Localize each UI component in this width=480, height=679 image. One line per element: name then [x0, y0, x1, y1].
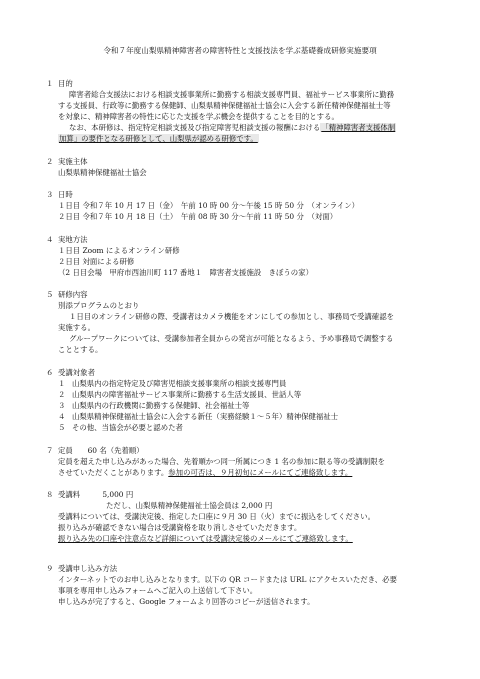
section-purpose [46, 78, 450, 144]
text-run: させていただくことがあります。 [58, 468, 169, 477]
list-item [58, 389, 450, 400]
item-text: 山梨県精神保健福祉士協会に入会する新任（実務経験１～５年）精神保健福祉士 [72, 412, 339, 421]
section-title: 受講申し込み方法 [58, 564, 118, 573]
text-line: する支援員、行政等に勤務する保健師、山梨県精神保健福祉士協会に入会する新任精神保健福祉士等 [58, 101, 391, 110]
section-heading [46, 367, 450, 378]
text-line: こととする。 [58, 345, 103, 354]
application-confirmation: 申し込みが完了すると、Google フォームより回答のコピーが送信されます。 [58, 597, 315, 606]
method-day-2: ２日目 対面による研修 [58, 257, 135, 266]
section-eligibility [46, 367, 450, 433]
organizer-name: 山梨県精神保健福祉士協会 [58, 168, 147, 177]
section-heading [46, 445, 450, 456]
item-text: 山梨県内の障害福祉サービス事業所に勤務する生活支援員、世話人等 [72, 390, 302, 399]
venue-line: （2 日目会場 甲府市西油川町 117 番地１ 障害者支援施設 きぼうの家） [58, 268, 313, 277]
section-number: ９ [46, 564, 54, 573]
section-title: 定員 60 名（先着順） [58, 446, 144, 455]
text-line: １日目のオンライン研修の際、受講者はカメラ機能をオンにしての参加とし、事務局で受講確認を [69, 312, 394, 321]
section-title: 実地方法 [58, 235, 88, 244]
program-reference: 別添プログラムのとおり [58, 301, 140, 310]
highlighted-requirement: 加算」の要件となる研修として、山梨県が認める研修です。 [59, 134, 258, 143]
section-number: ６ [46, 368, 54, 377]
eligibility-list [58, 378, 450, 433]
item-text: その他、当協会が必要と認めた者 [72, 423, 183, 432]
list-item [58, 411, 450, 422]
capacity-note-2 [58, 467, 450, 478]
section-schedule [46, 189, 450, 222]
section-heading [46, 489, 450, 500]
section-heading [46, 563, 450, 574]
section-method [46, 234, 450, 278]
text-line: を対象に、精神障害者の特性に応じた支援を学ぶ機会を提供することを目的とする。 [58, 112, 339, 121]
section-title: 目的 [58, 79, 73, 88]
method-day-1: １日目 Zoom によるオンライン研修 [58, 246, 180, 255]
payment-details-notice: 振り込み先の口座や注意点など詳細については受講決定後のメールにてご連絡致します。 [58, 534, 353, 543]
schedule-day-1: １日目 令和７年 10 月 17 日（金） 午前 10 時 00 分～午後 15 時 50 分 （オンライン） [58, 201, 360, 210]
section-number: ５ [46, 290, 54, 299]
text-line: グループワークについては、受講参加者全員からの発言が可能となるよう、予め事務局で調整する [69, 334, 394, 343]
section-title: 実施主体 [58, 157, 88, 166]
text-line [58, 122, 450, 133]
section-heading [46, 289, 450, 300]
section-heading [46, 189, 450, 200]
online-note [58, 311, 450, 333]
payment-warning: 振り込みが確認できない場合は受講資格を取り消しさせていただきます。 [58, 523, 302, 532]
text-line: 障害者総合支援法における相談支援事業所に勤務する相談支援専門員、福祉サービス事業所に勤務 [69, 90, 395, 99]
item-number: ５ [58, 423, 66, 432]
item-number: ３ [58, 401, 66, 410]
section-number: ３ [46, 190, 54, 199]
item-text: 山梨県内の指定特定及び障害児相談支援事業所の相談支援専門員 [72, 379, 287, 388]
payment-details-line [58, 533, 450, 544]
application-instruction-2: 事項を専用申し込みフォームへご記入の上送信して下さい。 [58, 586, 258, 595]
section-title: 受講対象者 [58, 368, 95, 377]
item-number: １ [58, 379, 66, 388]
text-line [58, 133, 450, 144]
section-number: ２ [46, 157, 54, 166]
groupwork-note [58, 333, 450, 355]
section-fee [46, 489, 450, 544]
list-item [58, 378, 450, 389]
capacity-note: 定員を超えた申し込みがあった場合、先着順かつ同一所属につき 1 名の参加に限る等の受講制限を [58, 457, 385, 466]
text-line: 実施する。 [58, 323, 95, 332]
item-text: 山梨県内の行政機関に勤務する保健師、社会福祉士等 [72, 401, 250, 410]
section-title: 研修内容 [58, 290, 88, 299]
purpose-paragraph-1 [58, 89, 450, 122]
purpose-paragraph-2 [58, 122, 450, 144]
section-heading [46, 78, 450, 89]
section-number: ８ [46, 490, 54, 499]
list-item [58, 422, 450, 433]
document-title: 令和７年度山梨県精神障害者の障害特性と支援技法を学ぶ基礎養成研修実施要項 [103, 46, 377, 55]
member-fee: ただし、山梨県精神保健福祉士協会員は 2,000 円 [106, 501, 273, 510]
section-organizer [46, 156, 450, 178]
payment-deadline: 受講料については、受講決定後、指定した口座に９月 30 日（火）までに振込をしてください。 [58, 512, 375, 521]
application-instruction: インターネットでのお申し込みとなります。以下の QR コードまたは URL にアクセスいただき、必要 [58, 575, 397, 584]
item-number: ４ [58, 412, 66, 421]
section-number: １ [46, 79, 54, 88]
section-heading [46, 234, 450, 245]
section-title: 受講料 5,000 円 [58, 490, 134, 499]
section-number: ７ [46, 446, 54, 455]
notification-notice: 参加の可否は、９月初旬にメールにてご連絡致します。 [168, 468, 353, 477]
highlighted-requirement: 「精神障害者支援体制 [321, 123, 396, 132]
section-content [46, 289, 450, 355]
section-number: ４ [46, 235, 54, 244]
text-run: なお、本研修は、指定特定相談支援及び指定障害児相談支援の報酬における [69, 123, 321, 132]
schedule-day-2: ２日目 令和７年 10 月 18 日（土） 午前 08 時 30 分～午前 11 時 50 分 （対面） [58, 212, 338, 221]
section-capacity [46, 445, 450, 478]
section-heading [46, 156, 450, 167]
section-title: 日時 [58, 190, 73, 199]
section-application [46, 563, 450, 607]
list-item [58, 400, 450, 411]
item-number: ２ [58, 390, 66, 399]
